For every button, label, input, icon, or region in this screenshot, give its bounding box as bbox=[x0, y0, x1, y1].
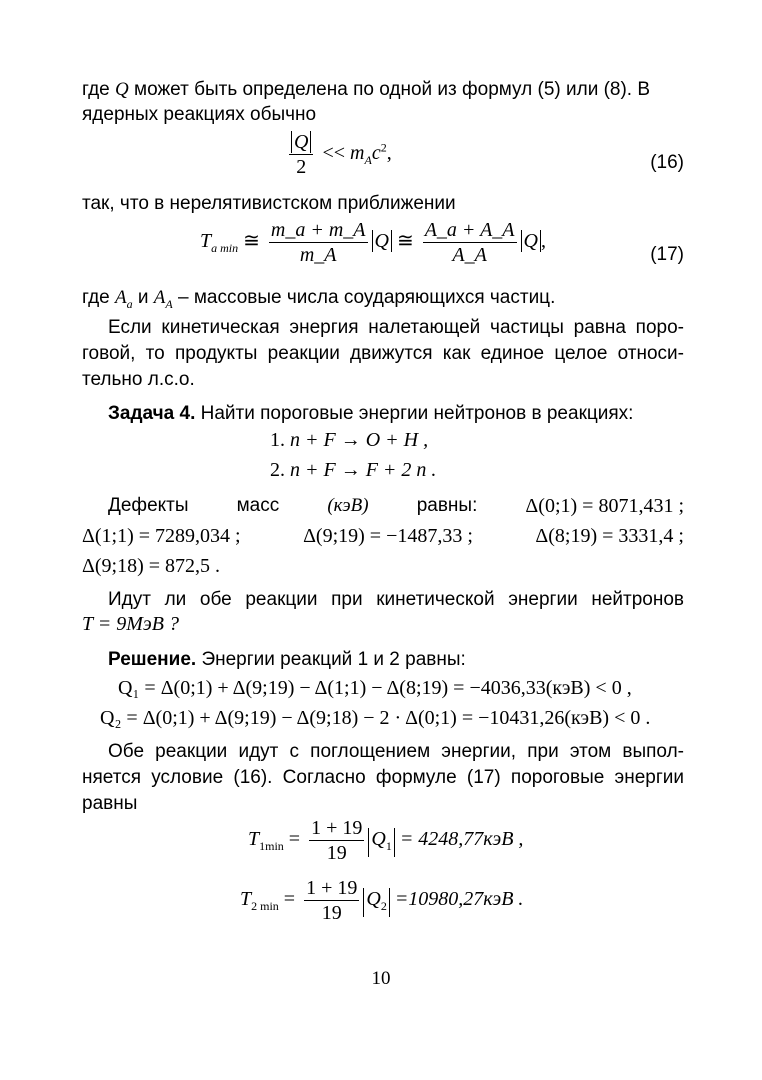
defects-line: Дефекты масс (кэВ) равны: Δ(0;1) = 8071,431 ; bbox=[108, 495, 684, 517]
paragraph-line: ядерных реакциях обычно bbox=[82, 104, 317, 125]
equation-number: (17) bbox=[650, 244, 684, 265]
defects-line: Δ(1;1) = 7289,034 ; Δ(9;19) = −1487,33 ; Δ(8;19) = 3331,4 ; bbox=[82, 525, 684, 547]
question-line: T = 9МэВ ? bbox=[82, 613, 179, 635]
paragraph-line: равны bbox=[82, 793, 138, 814]
fraction: $\frac{m\_a + m\_A}{m\_A}$ bbox=[270, 219, 366, 266]
defects-line: Δ(9;18) = 872,5 . bbox=[82, 555, 221, 577]
equation-t2: $T_{2 min}$ = $\frac{1 + 19}{19}$ $Q_2 =10980,27кэВ$ . bbox=[240, 877, 524, 924]
equation-t1: $T_{1min}$ = $\frac{1 + 19}{19}$ $Q_1 = 4248,77кэВ$ , bbox=[248, 817, 524, 864]
equation-q1: Q₁ = Δ(0;1) + Δ(9;19) − Δ(1;1) − Δ(8;19) = −4036,33(кэВ) < 0 , bbox=[118, 677, 632, 699]
paragraph-line: няется условие (16). Согласно формуле (17) пороговые энергии bbox=[82, 767, 684, 788]
solution-heading: Решение. Энергии реакций 1 и 2 равны: bbox=[108, 649, 466, 670]
paragraph-line: где $A_a$ и $A_A$ – массовые числа соударяющихся частиц. bbox=[82, 287, 556, 311]
equation-number: (16) bbox=[650, 152, 684, 173]
task-heading: Задача 4. Найти пороговые энергии нейтронов в реакциях: bbox=[108, 403, 634, 424]
reaction-1: 1. n + F → O + H , bbox=[270, 429, 429, 451]
fraction: $\frac{A\_a + A\_A}{A\_A}$ bbox=[424, 219, 515, 266]
paragraph-line: говой, то продукты реакции движутся как единое целое относи- bbox=[82, 343, 684, 364]
paragraph-line: Если кинетическая энергия налетающей частицы равна поро- bbox=[108, 317, 684, 338]
reaction-2: 2. n + F → F + 2 n . bbox=[270, 459, 437, 481]
equation-q2: Q₂ = Δ(0;1) + Δ(9;19) − Δ(9;18) − 2 · Δ(0;1) = −10431,26(кэВ) < 0 . bbox=[100, 707, 651, 729]
paragraph-line: Обе реакции идут с поглощением энергии, при этом выпол- bbox=[108, 741, 684, 762]
paragraph-line: так, что в нерелятивистском приближении bbox=[82, 193, 456, 214]
paragraph-line: тельно л.с.о. bbox=[82, 369, 195, 390]
page-number: 10 bbox=[371, 968, 391, 989]
equation-16: $\frac{Q}{2}$ << $m_Ac^2$, (16) bbox=[82, 130, 684, 190]
paragraph-line: где Q может быть определена по одной из формул (5) или (8). В bbox=[82, 79, 651, 100]
question-line: Идут ли обе реакции при кинетической энергии нейтронов bbox=[108, 589, 684, 610]
fraction: $\frac{Q}{2}$ bbox=[289, 130, 313, 179]
fraction: $\frac{1 + 19}{19}$ bbox=[306, 877, 358, 924]
equation-17: $T_{a min}$ ≅ $\frac{m\_a + m\_A}{m\_A}$ Q ≅ $\frac{A\_a + A\_A}{A\_A}$ Q , (17) bbox=[200, 219, 684, 266]
fraction: $\frac{1 + 19}{19}$ bbox=[311, 817, 363, 864]
